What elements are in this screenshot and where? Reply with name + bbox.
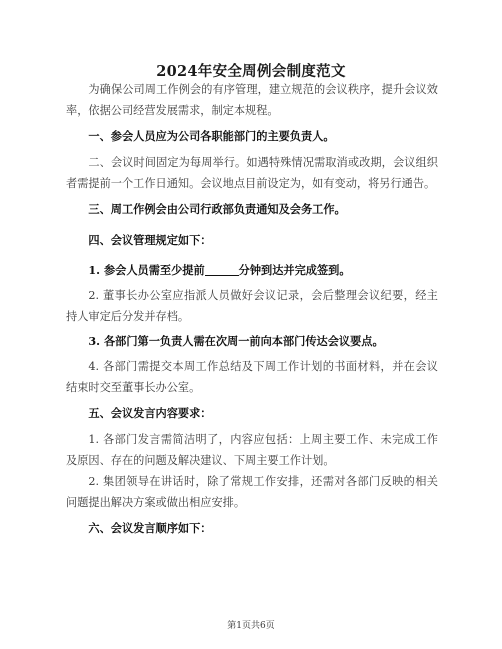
rule-4-paragraph: 4. 各部门需提交本周工作总结及下周工作计划的书面材料，并在会议结束时交至董事长办公室。 — [66, 360, 438, 394]
page-number-footer: 第1页共6页 — [227, 621, 275, 631]
rule-1-text-before: 1. 参会人员需至少提前 — [88, 263, 205, 277]
rule-1-blank-line — [205, 263, 239, 276]
section-6-heading: 六、会议发言顺序如下： — [88, 521, 212, 535]
rule-2-paragraph: 2. 董事长办公室应指派人员做好会议记录，会后整理会议纪要，经主持人审定后分发并存档。 — [66, 289, 438, 323]
section-3-heading: 三、周工作例会由公司行政部负责通知及会务工作。 — [88, 202, 346, 216]
section-1-heading: 一、参会人员应为公司各职能部门的主要负责人。 — [88, 129, 335, 143]
rule-1-heading — [66, 256, 438, 285]
intro-paragraph: 为确保公司周工作例会的有序管理，建立规范的会议秩序，提升会议效率，依据公司经营发展需求，制定本规程。 — [66, 83, 438, 117]
section-4-heading: 四、会议管理规定如下： — [88, 233, 212, 247]
section-2-paragraph: 二、会议时间固定为每周举行。如遇特殊情况需取消或改期，会议组织者需提前一个工作日通知。会议地点目前设定为，如有变动，将另行通告。 — [66, 156, 438, 190]
speech-2-paragraph: 2. 集团领导在讲话时，除了常规工作安排，还需对各部门反映的相关问题提出解决方案或做出相应安排。 — [66, 475, 438, 509]
section-5-heading: 五、会议发言内容要求： — [88, 406, 212, 420]
speech-1-paragraph: 1. 各部门发言需简洁明了，内容应包括：上周主要工作、未完成工作及原因、存在的问题及解决建议、下周主要工作计划。 — [66, 433, 438, 467]
rule-1-text-after: 分钟到达并完成签到。 — [238, 263, 351, 277]
document-body — [66, 79, 438, 544]
document-title: 2024年安全周例会制度范文 — [156, 63, 346, 80]
rule-3-heading: 3. 各部门第一负责人需在次周一前向本部门传达会议要点。 — [88, 334, 384, 348]
